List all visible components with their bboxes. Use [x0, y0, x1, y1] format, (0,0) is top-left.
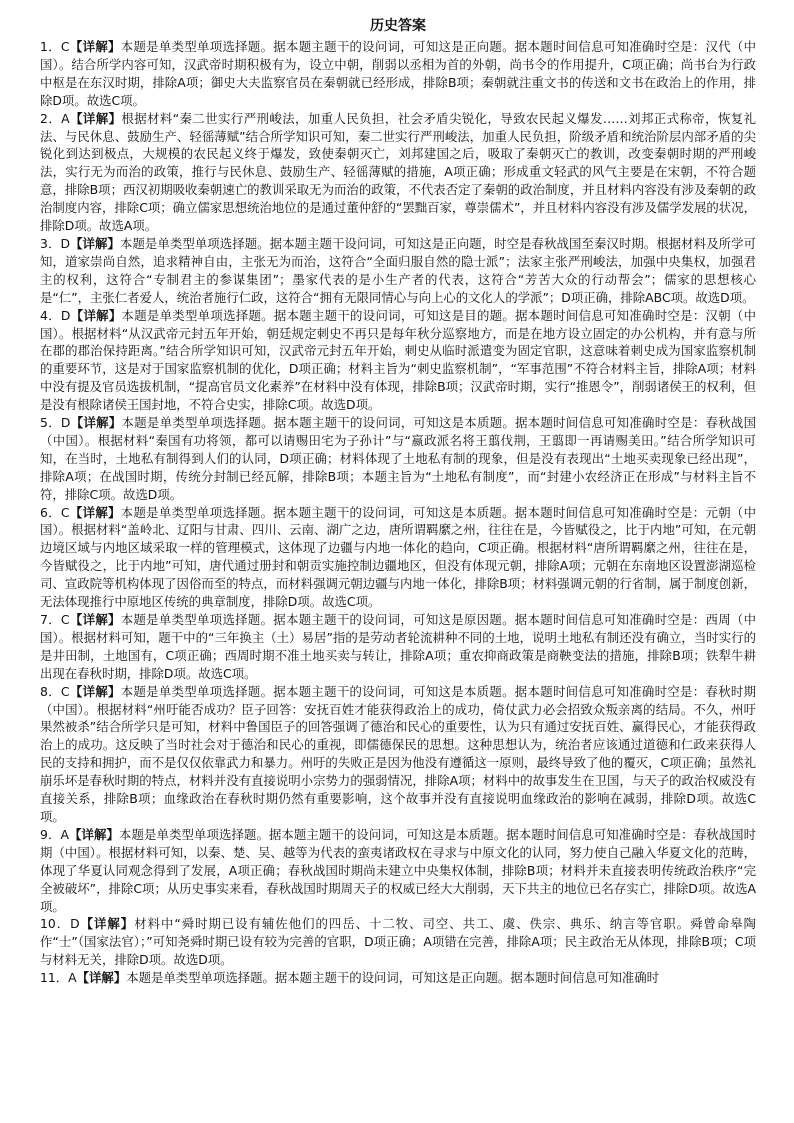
answer-letter: D	[60, 415, 71, 431]
answer-letter: C	[60, 504, 70, 520]
detail-tag: 【详解】	[70, 307, 122, 323]
answer-number: 4．	[40, 307, 61, 323]
answer-letter: A	[60, 826, 69, 842]
answer-text: 本题是单类型单项选择题。据本题主题干的设问词，可知这是正向题。据本题时间信息可知准确时空是：汉代（中国）。结合所学内容可知，汉武帝时期积极有为，设立中朝，削弱以丞相为首的外朝，尚书令的作用提升，C项正确；尚书台为行政中枢是在东汉时期，排除A项；御史大夫监察官员在秦朝就已经形成，排除B项；秦朝就注重文书的传送和文书在政治上的作用，排除D项。故选C项。	[40, 39, 757, 108]
answer-number: 5．	[40, 415, 61, 431]
answer-letter: D	[60, 235, 70, 251]
answer-text: 材料中“舜时期已设有辅佐他们的四岳、十二牧、司空、共工、虞、佚宗、典乐、纳言等官职。舜曾命皋陶作“士”（国家法官）；”可知尧舜时期已设有较为完善的官职，D项正确；A项错在完善，排除A项；民主政治无从体现，排除B项；C项与材料无关，排除D项。故选D项。	[40, 916, 756, 968]
detail-tag: 【详解】	[79, 916, 135, 932]
answer-letter: C	[60, 612, 70, 627]
answer-text: 根据材料“秦二世实行严刑峻法，加重人民负担，社会矛盾尖锐化，导致农民起义爆发……刘邦正式称帝，恢复礼法、与民休息、鼓励生产、轻徭薄赋”结合所学知识可知，秦二世实行严刑峻法，加重人民负担，阶级矛盾和统治阶层内部矛盾的尖锐化到达到极点，大规模的农民起义终于爆发，致使秦朝灭亡，刘邦建国之后，吸取了秦朝灭亡的教训，改变秦朝时期的严刑峻法，实行无为而治的政策，推行与民休息、鼓励生产、轻徭薄赋的措施，A项正确；形成重文轻武的风气主要是在宋朝，不符合题意，排除B项；西汉初期吸收秦朝速亡的教训采取无为而治的政策，不代表否定了秦朝的政治制度，并且材料内容没有涉及秦朝的政治制度内容，排除C项；确立儒家思想统治地位的是通过董仲舒的“罢黜百家，尊崇儒术”，并且材料内容没有涉及儒学发展的状况，排除D项。故选A项。	[40, 110, 757, 234]
answer-item	[40, 414, 756, 504]
answer-number: 3．	[40, 235, 61, 251]
detail-tag: 【详解】	[70, 235, 120, 251]
detail-tag: 【详解】	[69, 683, 121, 699]
answer-text: 本题是单类型单项选择题。据本题主题干的设问词，可知这是目的题。据本题时间信息可知准确时空是：汉朝（中国）。根据材料“从汉武帝元封五年开始，朝廷规定刺史不再只是每年秋分巡察地方，而是在地方设立固定的办公机构，并有意与所在郡的郡治保持距离。”结合所学知识可知，汉武帝元封五年开始，刺史从临时派遣变为固定官职，这意味着刺史成为国家监察机制的重要环节，这是对于国家监察机制的优化，D项正确；材料主旨为“刺史监察机制”，“军事范围”不符合材料主旨，排除A项；材料中没有提及官员选拔机制，“提高官员文化素养”在材料中没有体现，排除B项；汉武帝时期，实行“推恩令”，削弱诸侯王的权利，但是没有根除诸侯王国封地，不符合史实，排除C项。故选D项。	[40, 307, 757, 413]
answer-letter: A	[61, 110, 70, 126]
answer-text: 本题是单类型单项选择题。据本题主题干的设问词，可知这是正向题。据本题时间信息可知准确时	[126, 970, 660, 986]
detail-tag: 【详解】	[69, 504, 121, 520]
answer-item	[40, 969, 756, 987]
answer-item	[40, 611, 756, 683]
answer-item	[40, 110, 756, 235]
detail-tag: 【详解】	[68, 826, 120, 842]
answer-item	[40, 915, 756, 969]
answer-text: 本题是单类型单项选择题。据本题主题干的设问词，可知这是原因题。据本题时间信息可知准确时空是：西周（中国）。根据材料可知，题干中的“三年换主（土）易居”指的是劳动者轮流耕种不同的土地，说明土地私有制还没有确立，当时实行的是井田制，土地国有，C项正确；西周时期不准土地买卖与转让，排除A项；重农抑商政策是商鞅变法的措施，排除B项；铁犁牛耕出现在春秋时期，排除D项。故选C项。	[40, 612, 757, 681]
answer-text: 本题是单类型单项选择题。据本题主题干的设问词，可知这是本质题。据本题时间信息可知准确时空是：元朝（中国）。根据材料“盖岭北、辽阳与甘肃、四川、云南、湖广之边，唐所谓羁縻之州，往往在是，今皆赋役之，比于内地”可知，在元朝边境区域与内地区域采取一样的管理模式，这体现了边疆与内地一体化的趋向，C项正确。根据材料“唐所谓羁縻之州，往往在是，今皆赋役之，比于内地”可知，唐代通过册封和朝贡实施控制边疆地区，但没有体现元朝，排除A项；元朝在东南地区设置澎湖巡检司、宣政院等机构体现了因俗而至的特点，而材料强调元朝边疆与内地一体化，排除B项；材料强调元朝的行省制，属于制度创新，无法体现推行中原地区传统的典章制度，排除D项。故选C项。	[40, 504, 757, 610]
answer-number: 1．	[40, 39, 61, 54]
answer-item	[40, 826, 756, 916]
answer-text: 本题是单类型单项选择题。据本题主题干的设问词，可知这是本质题。据本题时间信息可知准确时空是：春秋时期（中国）。根据材料“州吁能否成功？臣子回答：安抚百姓才能获得政治上的成功，倚仗武力必会招致众叛亲离的结局。不久，州吁果然被杀”结合所学只是可知，材料中鲁国臣子的回答强调了德治和民心的重要性，认为只有通过安抚百姓、赢得民心，才能获得政治上的成功。这反映了当时社会对于德治和民心的重视，即儒德保民的思想。这种思想认为，统治者应该通过道德和仁政来获得人民的支持和拥护，而不是仅仅依靠武力和暴力。州吁的失败正是因为他没有遵循这一原则，最终导致了他的覆灭，C项正确；虽然礼崩乐坏是春秋时期的特点，材料并没有直接说明小宗势力的强弱情况，排除A项；材料中的故事发生在卫国，与天子的政治权威没有直接关系，排除B项；血缘政治在春秋时期仍然有重要影响，这个故事并没有直接说明血缘政治的影响在减弱，排除D项。故选C项。	[40, 683, 757, 824]
answer-number: 9．	[40, 826, 61, 842]
answer-item	[40, 38, 756, 110]
answer-letter: C	[60, 683, 70, 699]
detail-tag: 【详解】	[69, 612, 121, 627]
detail-tag: 【详解】	[76, 970, 127, 986]
answer-number: 11．	[40, 970, 69, 986]
answer-letter: D	[60, 307, 71, 323]
detail-tag: 【详解】	[69, 39, 121, 54]
detail-tag: 【详解】	[69, 110, 122, 126]
answer-item	[40, 683, 756, 826]
answer-letter: C	[60, 39, 70, 54]
answer-item	[40, 504, 756, 611]
answer-item	[40, 235, 756, 307]
answer-number: 8．	[40, 683, 61, 699]
answer-letter: D	[70, 916, 80, 932]
answer-text: 本题是单类型单项选择题。据本题主题干的设问词，可知这是本质题。据本题时间信息可知准确时空是：春秋战国时期（中国）。根据材料可知，以秦、楚、吴、越等为代表的蛮夷诸政权在寻求与中原文化的认同，努力使自己融入华夏文化的范畴，体现了华夏认同观念得到了发展，A项正确；春秋战国时期尚未建立中央集权体制，排除B项；材料并未直接表明传统政治秩序“完全被破坏”，排除C项；从历史事实来看，春秋战国时期周天子的权威已经大大削弱，天下共主的地位已名存实亡，排除D项。故选A项。	[40, 826, 757, 914]
answer-number: 7．	[40, 612, 61, 627]
answer-text: 本题是单类型单项选择题。据本题主题干设问词，可知这是正向题，时空是春秋战国至秦汉时期。根据材料及所学可知，道家崇尚自然，追求精神自由，主张无为而治，这符合“全面归服自然的隐士派”；法家主张严刑峻法，加强中央集权，加强君主的权利，这符合“专制君主的参谋集团”；墨家代表的是小生产者的代表，这符合“芳苦大众的行动帮会”；儒家的思想核心是“仁”，主张仁者爱人，统治者施行仁政，这符合“拥有无限同情心与向上心的文化人的学派”；D项正确，排除ABC项。故选D项。	[40, 235, 757, 305]
answer-number: 10．	[40, 916, 71, 932]
answer-number: 6．	[40, 504, 61, 520]
answer-text: 本题是单类型单项选择题。据本题主题干的设问词，可知这是本质题。据本题时间信息可知准确时空是：春秋战国（中国）。根据材料“秦国有功将领，都可以请赐田宅为子孙计”与“嬴政派名将王翦伐荆，王翦即一再请赐美田。”结合所学知识可知，在当时，土地私有制得到人们的认同，D项正确；材料体现了土地私有制的现象，但是没有表现出“土地买卖现象已经出现”，排除A项；在战国时期，传统分封制已经瓦解，排除B项；本题主旨为“土地私有制度”，而“封建小农经济正在形成”与材料主旨不符，排除C项。故选D项。	[40, 415, 757, 502]
answer-number: 2．	[40, 110, 62, 126]
answer-list	[40, 38, 756, 987]
page-title: 历史答案	[370, 18, 426, 34]
answer-item	[40, 307, 756, 414]
detail-tag: 【详解】	[70, 415, 122, 431]
answer-letter: A	[68, 970, 77, 986]
